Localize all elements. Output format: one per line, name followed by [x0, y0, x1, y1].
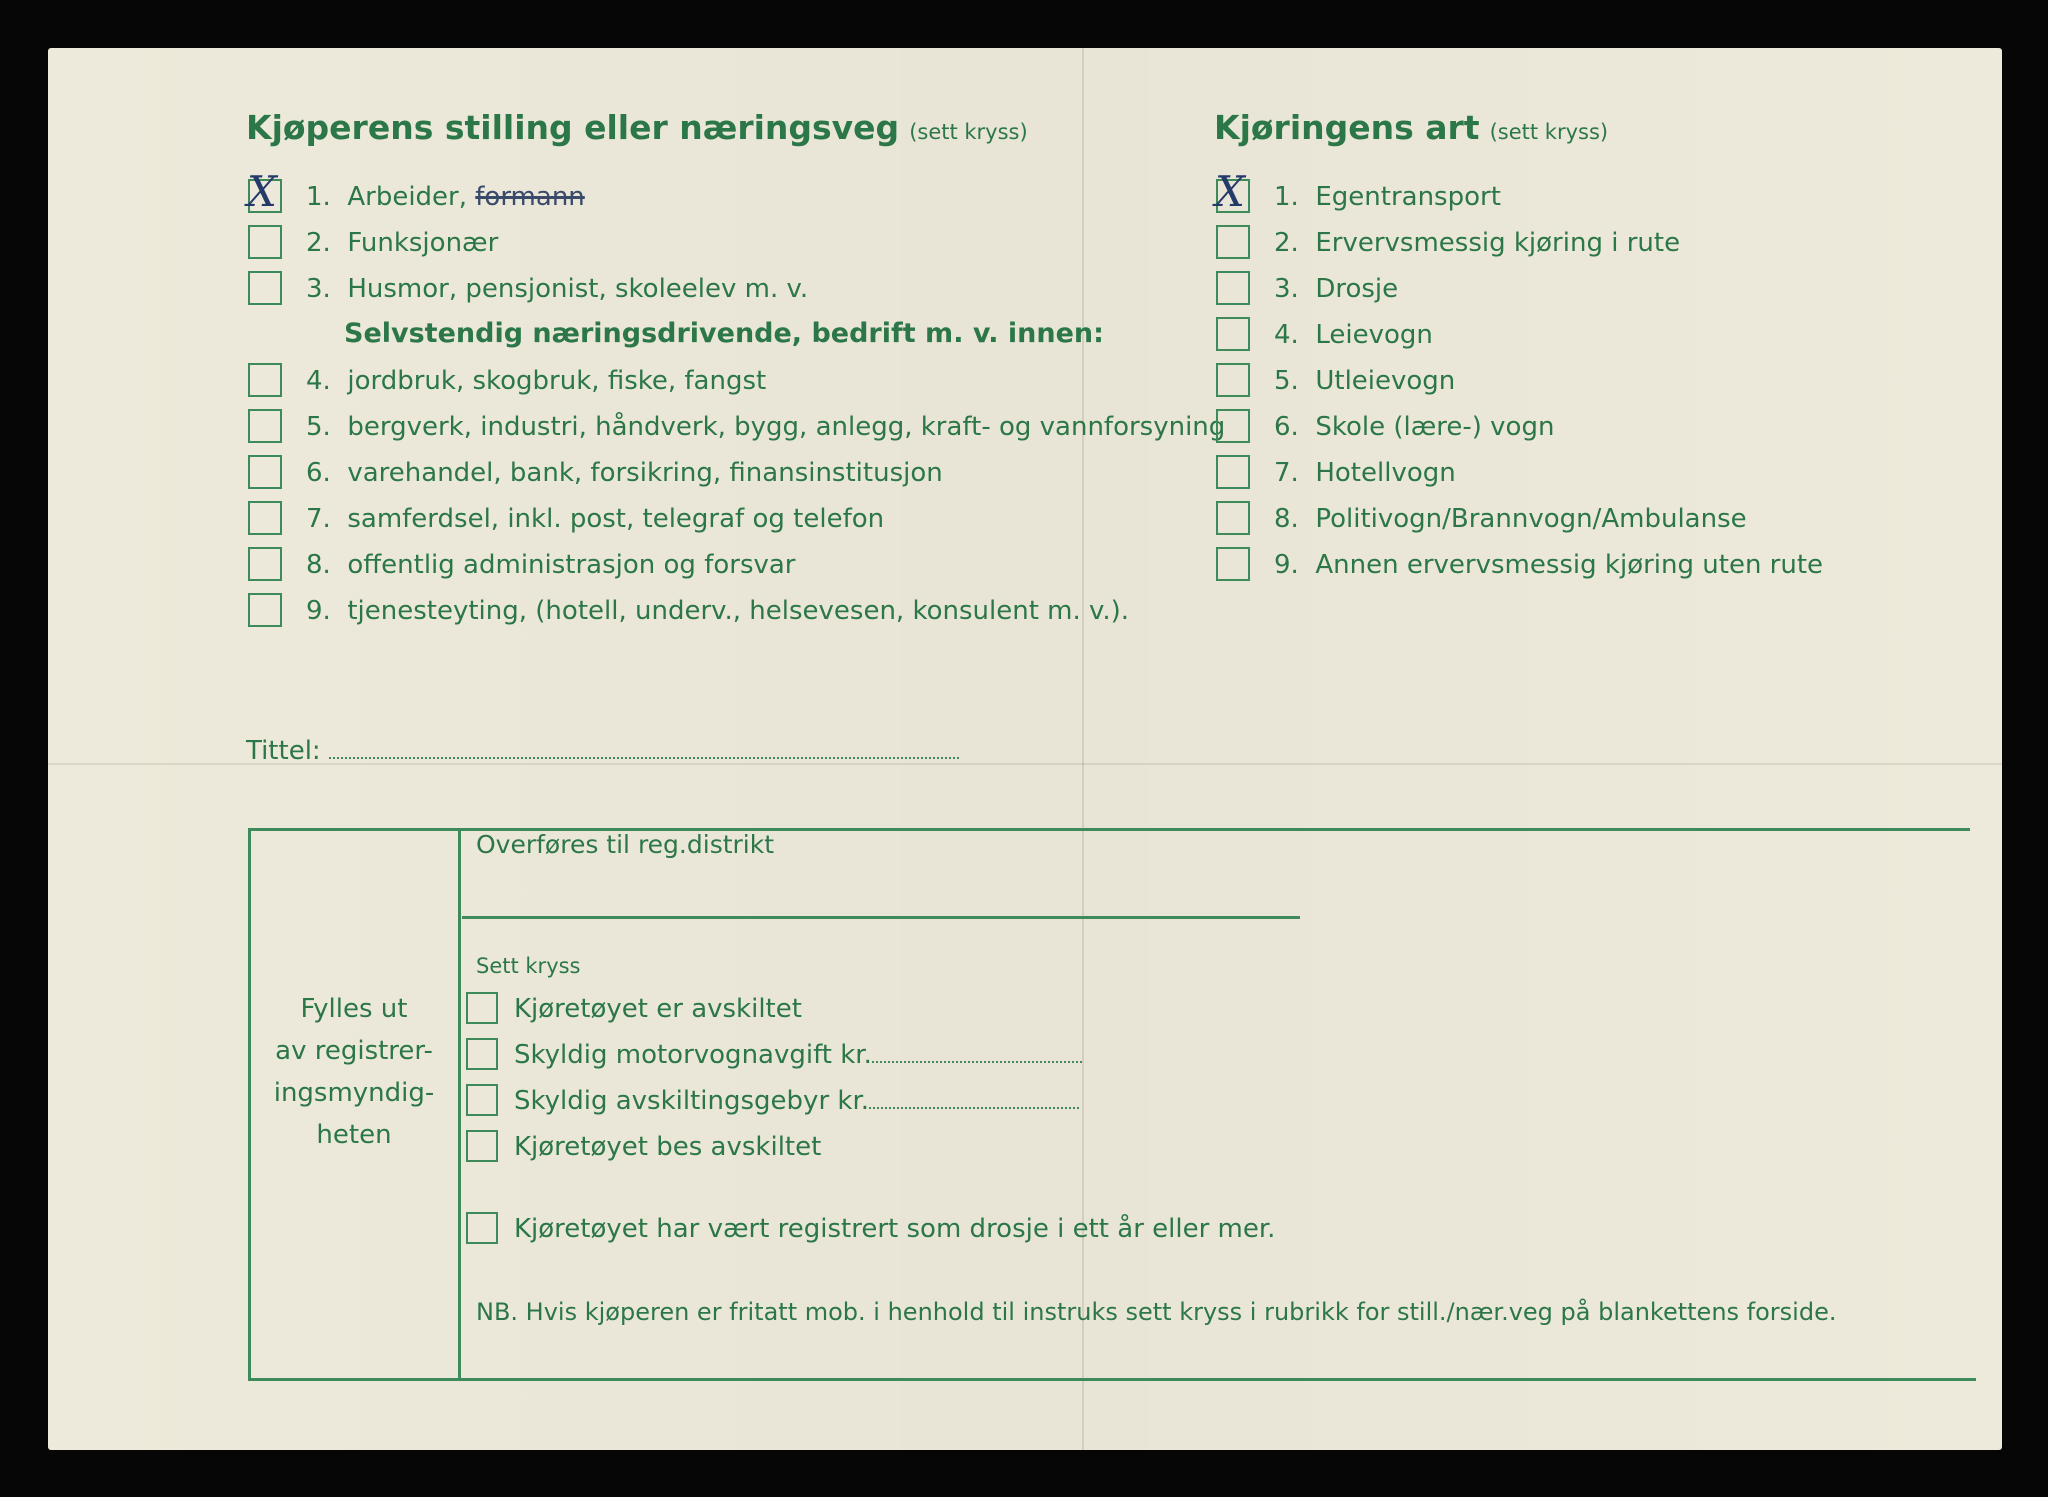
option-checkbox-1[interactable] — [466, 992, 498, 1024]
driving-type-heading-text: Kjøringens art — [1214, 108, 1480, 147]
occupation-item-5 — [306, 412, 1225, 442]
item-label: Husmor, pensjonist, skoleelev m. v. — [347, 274, 809, 304]
option-taxi-registered: Kjøretøyet har vært registrert som drosje i ett år eller mer. — [514, 1214, 1276, 1244]
item-label: Utleievogn — [1315, 366, 1456, 396]
driving-item-4 — [1274, 320, 1433, 350]
side-label-line: av registrer- — [275, 1036, 433, 1066]
driving-checkbox-6[interactable] — [1216, 409, 1250, 443]
deregistration-fee-amount-field[interactable] — [869, 1107, 1079, 1109]
option-vehicle-tax-label: Skyldig motorvognavgift kr. — [514, 1040, 872, 1070]
item-number: 5. — [306, 412, 331, 442]
driving-type-heading-note: (sett kryss) — [1489, 120, 1609, 144]
option-vehicle-tax — [514, 1040, 1082, 1070]
item-number: 2. — [306, 228, 331, 258]
item-number: 3. — [1274, 274, 1299, 304]
box-divider-line — [458, 828, 461, 1381]
occupation-checkbox-9[interactable] — [248, 593, 282, 627]
driving-item-8 — [1274, 504, 1747, 534]
driving-item-9 — [1274, 550, 1823, 580]
item-label: Politivogn/Brannvogn/Ambulanse — [1315, 504, 1747, 534]
struck-text: formann — [475, 182, 585, 212]
item-number: 2. — [1274, 228, 1299, 258]
check-note: Sett kryss — [476, 954, 581, 978]
item-number: 4. — [306, 366, 331, 396]
driving-type-heading — [1214, 108, 1608, 147]
option-deregistration-fee-label: Skyldig avskiltingsgebyr kr. — [514, 1086, 870, 1116]
item-label: Drosje — [1315, 274, 1399, 304]
driving-item-1 — [1274, 182, 1501, 212]
transfer-field-line[interactable] — [462, 916, 1300, 919]
item-number: 9. — [306, 596, 331, 626]
side-label-line: ingsmyndig- — [273, 1078, 435, 1108]
driving-checkbox-7[interactable] — [1216, 455, 1250, 489]
item-label: Arbeider, — [347, 182, 467, 212]
item-number: 8. — [306, 550, 331, 580]
item-label: Skole (lære-) vogn — [1315, 412, 1555, 442]
transfer-label: Overføres til reg.distrikt — [476, 830, 775, 859]
occupation-item-9 — [306, 596, 1129, 626]
occupation-item-2 — [306, 228, 498, 258]
driving-checkbox-1[interactable] — [1215, 167, 1250, 216]
title-label: Tittel: — [246, 736, 321, 766]
item-number: 5. — [1274, 366, 1299, 396]
driving-checkbox-3[interactable] — [1216, 271, 1250, 305]
driving-item-5 — [1274, 366, 1455, 396]
buyer-occupation-heading-note: (sett kryss) — [909, 120, 1028, 144]
item-label: Funksjonær — [347, 228, 499, 258]
driving-item-3 — [1274, 274, 1398, 304]
item-number: 6. — [306, 458, 331, 488]
item-number: 6. — [1274, 412, 1299, 442]
driving-checkbox-5[interactable] — [1216, 363, 1250, 397]
registration-authority-label — [254, 988, 454, 1156]
buyer-occupation-heading — [246, 108, 1028, 147]
item-label: Annen ervervsmessig kjøring uten rute — [1315, 550, 1824, 580]
item-number: 8. — [1274, 504, 1299, 534]
occupation-item-4 — [306, 366, 766, 396]
title-field[interactable] — [246, 736, 959, 766]
self-employed-heading: Selvstendig næringsdrivende, bedrift m. v. innen: — [344, 318, 1104, 349]
driving-item-7 — [1274, 458, 1456, 488]
driving-checkbox-9[interactable] — [1216, 547, 1250, 581]
box-bottom-line — [248, 1378, 1976, 1381]
item-number: 7. — [1274, 458, 1299, 488]
item-label: Hotellvogn — [1315, 458, 1456, 488]
occupation-item-6 — [306, 458, 943, 488]
item-number: 4. — [1274, 320, 1299, 350]
check-mark: X — [247, 167, 277, 216]
item-label: Egentransport — [1315, 182, 1501, 212]
item-label: jordbruk, skogbruk, fiske, fangst — [347, 366, 767, 396]
buyer-occupation-heading-text: Kjøperens stilling eller næringsveg — [246, 108, 900, 147]
driving-item-6 — [1274, 412, 1554, 442]
nb-note: NB. Hvis kjøperen er fritatt mob. i henhold til instruks sett kryss i rubrikk for still./nær.veg på blankettens forside. — [476, 1298, 1837, 1326]
item-number: 3. — [306, 274, 331, 304]
item-number: 1. — [306, 182, 331, 212]
title-dotted-line — [329, 757, 959, 759]
item-number: 1. — [1274, 182, 1299, 212]
item-number: 7. — [306, 504, 331, 534]
form-sheet — [48, 48, 2002, 1450]
item-label: bergverk, industri, håndverk, bygg, anlegg, kraft- og vannforsyning — [347, 412, 1226, 442]
option-deregistered: Kjøretøyet er avskiltet — [514, 994, 802, 1024]
item-label: offentlig administrasjon og forsvar — [347, 550, 796, 580]
occupation-checkbox-8[interactable] — [248, 547, 282, 581]
occupation-checkbox-5[interactable] — [248, 409, 282, 443]
item-label: Leievogn — [1315, 320, 1433, 350]
box-left-line — [248, 828, 251, 1381]
occupation-checkbox-7[interactable] — [248, 501, 282, 535]
item-label: varehandel, bank, forsikring, finansinstitusjon — [347, 458, 943, 488]
item-label: Ervervsmessig kjøring i rute — [1315, 228, 1681, 258]
option-deregistration-fee — [514, 1086, 1079, 1116]
check-mark: X — [1215, 167, 1245, 216]
option-checkbox-5[interactable] — [466, 1212, 498, 1244]
driving-checkbox-2[interactable] — [1216, 225, 1250, 259]
option-request-deregistration: Kjøretøyet bes avskiltet — [514, 1132, 822, 1162]
occupation-checkbox-4[interactable] — [248, 363, 282, 397]
item-label: samferdsel, inkl. post, telegraf og telefon — [347, 504, 885, 534]
occupation-item-7 — [306, 504, 884, 534]
item-label: tjenesteyting, (hotell, underv., helsevesen, konsulent m. v.). — [347, 596, 1130, 626]
side-label-line: Fylles ut — [300, 994, 408, 1024]
option-checkbox-4[interactable] — [466, 1130, 498, 1162]
option-checkbox-3[interactable] — [466, 1084, 498, 1116]
item-number: 9. — [1274, 550, 1299, 580]
side-label-line: heten — [316, 1120, 392, 1150]
option-checkbox-2[interactable] — [466, 1038, 498, 1070]
occupation-checkbox-2[interactable] — [248, 225, 282, 259]
occupation-checkbox-3[interactable] — [248, 271, 282, 305]
occupation-checkbox-1[interactable] — [247, 167, 282, 216]
occupation-item-8 — [306, 550, 796, 580]
driving-checkbox-4[interactable] — [1216, 317, 1250, 351]
occupation-checkbox-6[interactable] — [248, 455, 282, 489]
driving-checkbox-8[interactable] — [1216, 501, 1250, 535]
occupation-item-3 — [306, 274, 808, 304]
driving-item-2 — [1274, 228, 1680, 258]
occupation-item-1 — [306, 182, 585, 212]
vehicle-tax-amount-field[interactable] — [872, 1061, 1082, 1063]
